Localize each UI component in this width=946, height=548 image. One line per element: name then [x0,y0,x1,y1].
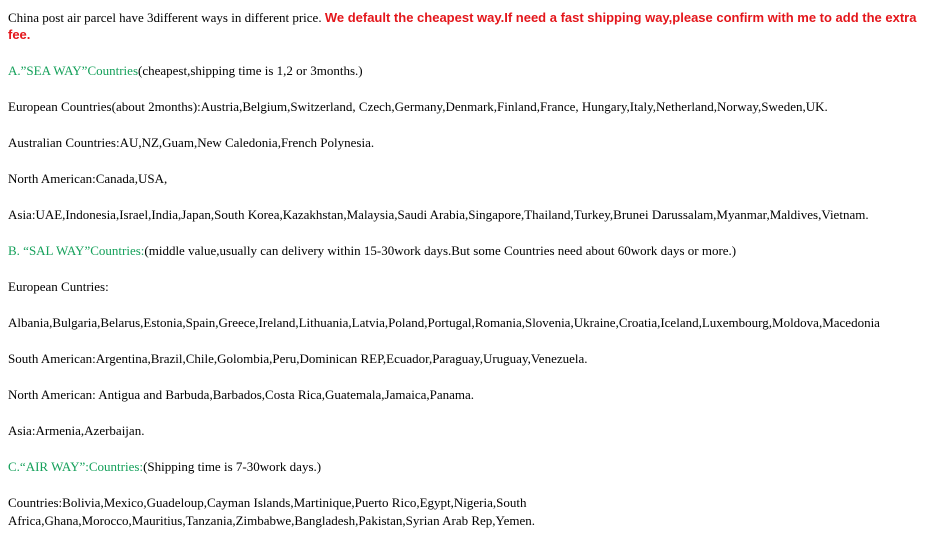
air-way-heading-line [8,458,938,476]
intro-notice: We default the cheapest way.If need a fast shipping way,please confirm with me to add the extra fee. [8,10,917,42]
sea-way-asia: Asia:UAE,Indonesia,Israel,India,Japan,South Korea,Kazakhstan,Malaysia,Saudi Arabia,Singapore,Thailand,Turkey,Brunei Darussalam,Myanmar,Maldives,Vietnam. [8,207,869,222]
sea-way-australia: Australian Countries:AU,NZ,Guam,New Caledonia,French Polynesia. [8,135,375,150]
sal-way-south-america: South American:Argentina,Brazil,Chile,Golombia,Peru,Dominican REP,Ecuador,Paraguay,Uruguay,Venezuela. [8,351,588,366]
air-way-countries [8,494,938,530]
sal-way-heading: B. “SAL WAY”Countries: [8,243,145,258]
sal-way-asia: Asia:Armenia,Azerbaijan. [8,423,145,438]
sal-way-europe-list: Albania,Bulgaria,Belarus,Estonia,Spain,Greece,Ireland,Lithuania,Latvia,Poland,Portugal,Romania,Slovenia,Ukraine,Croatia,Iceland,Luxembourg,Moldova,Macedonia [8,315,880,330]
intro-text: China post air parcel have 3different ways in different price. [8,10,322,25]
sal-way-note: (middle value,usually can delivery within 15-30work days.But some Countries need about 60work days or more.) [144,243,737,258]
sea-way-heading: A.”SEA WAY”Countries [8,63,138,78]
intro-paragraph [8,9,938,43]
air-way-countries-line-1: Countries:Bolivia,Mexico,Guadeloup,Cayman Islands,Martinique,Puerto Rico,Egypt,Nigeria,South [8,495,527,510]
sea-way-north-america: North American:Canada,USA, [8,171,168,186]
sea-way-europe: European Countries(about 2months):Austria,Belgium,Switzerland, Czech,Germany,Denmark,Finland,France, Hungary,Italy,Netherland,Norway,Sweden,UK. [8,99,828,114]
air-way-countries-line-2: Africa,Ghana,Morocco,Mauritius,Tanzania,Zimbabwe,Bangladesh,Pakistan,Syrian Arab Rep,Yemen. [8,513,536,528]
sea-way-heading-line [8,62,938,80]
sal-way-north-america: North American: Antigua and Barbuda,Barbados,Costa Rica,Guatemala,Jamaica,Panama. [8,387,475,402]
sal-way-europe-label: European Cuntries: [8,279,109,294]
sea-way-note: (cheapest,shipping time is 1,2 or 3months.) [138,63,363,78]
air-way-note: (Shipping time is 7-30work days.) [143,459,322,474]
sal-way-heading-line [8,242,938,260]
air-way-heading: C.“AIR WAY”:Countries: [8,459,144,474]
shipping-info-document [8,9,938,548]
